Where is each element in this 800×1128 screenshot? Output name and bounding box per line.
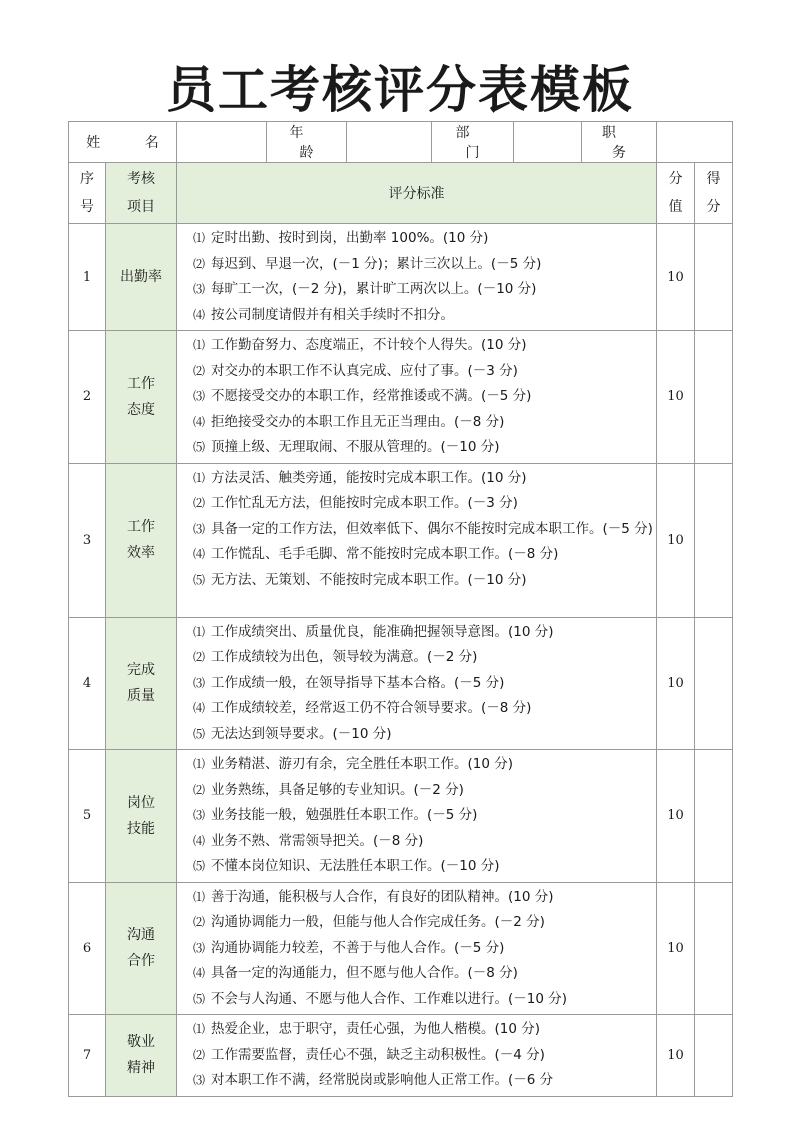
criteria-line	[193, 722, 654, 748]
criteria-number: ⑴	[193, 231, 206, 245]
criteria-number: ⑸	[193, 440, 206, 454]
criteria-number: ⑴	[193, 338, 206, 352]
row-seq: 1	[69, 224, 106, 331]
criteria-text: 工作勤奋努力、态度端正，不计较个人得失。(10 分)	[211, 337, 527, 353]
criteria-line	[193, 778, 654, 804]
row-criteria	[177, 882, 657, 1015]
criteria-text: 业务技能一般，勉强胜任本职工作。(－5 分)	[211, 807, 478, 823]
criteria-line	[193, 671, 654, 697]
criteria-number: ⑷	[193, 701, 206, 715]
criteria-row	[69, 882, 733, 1015]
row-score-got[interactable]	[695, 463, 733, 617]
row-item-line: 出勤率	[120, 269, 162, 285]
criteria-line	[193, 645, 654, 671]
criteria-text: 工作成绩一般，在领导指导下基本合格。(－5 分)	[211, 674, 505, 691]
row-item-line: 岗位	[127, 794, 155, 811]
row-score-value: 10	[657, 224, 695, 331]
criteria-text: 具备一定的沟通能力，但不愿与他人合作。(－8 分)	[211, 965, 518, 981]
criteria-text: 无法达到领导要求。(－10 分)	[211, 725, 392, 742]
row-item	[106, 1015, 177, 1097]
criteria-text: 不会与人沟通、不愿与他人合作、工作难以进行。(－10 分)	[211, 990, 568, 1007]
row-seq: 4	[69, 617, 106, 750]
criteria-row	[69, 224, 733, 331]
criteria-number: ⑷	[193, 414, 206, 429]
header-item: 考核 项目	[106, 163, 177, 224]
row-item	[106, 331, 177, 464]
row-score-got[interactable]	[695, 882, 733, 1015]
name-input-cell[interactable]	[177, 122, 267, 163]
row-item-line: 工作	[127, 375, 155, 392]
criteria-text: 拒绝接受交办的本职工作且无正当理由。(－8 分)	[211, 413, 505, 430]
row-item-line: 完成	[127, 662, 155, 679]
criteria-line	[193, 333, 654, 359]
criteria-line	[193, 303, 654, 329]
position-label: 职 务	[602, 125, 647, 161]
criteria-text: 对交办的本职工作不认真完成、应付了事。(－3 分)	[211, 362, 518, 379]
row-item	[106, 463, 177, 617]
criteria-text: 业务熟练，具备足够的专业知识。(－2 分)	[211, 781, 464, 798]
criteria-line	[193, 752, 654, 778]
criteria-number: ⑶	[193, 675, 206, 690]
criteria-text: 不愿接受交办的本职工作，经常推诿或不满。(－5 分)	[211, 388, 532, 404]
criteria-number: ⑵	[193, 782, 206, 797]
criteria-number: ⑶	[193, 808, 206, 822]
criteria-line	[193, 542, 654, 568]
header-criteria: 评分标准	[177, 163, 657, 224]
page-title: 员工考核评分表模板	[166, 61, 634, 119]
criteria-number: ⑵	[193, 915, 206, 929]
name-label: 姓 名	[86, 135, 179, 151]
row-criteria	[177, 750, 657, 883]
row-criteria	[177, 1015, 657, 1097]
header-score-value: 分 值	[657, 163, 695, 224]
criteria-text: 具备一定的工作方法，但效率低下、偶尔不能按时完成本职工作。(－5 分)	[211, 520, 653, 537]
row-score-got[interactable]	[695, 224, 733, 331]
criteria-number: ⑴	[193, 757, 206, 771]
criteria-line	[193, 491, 654, 517]
age-label-cell	[267, 122, 347, 163]
criteria-number: ⑶	[193, 282, 206, 296]
row-criteria	[177, 617, 657, 750]
criteria-text: 热爱企业，忠于职守，责任心强，为他人楷模。(10 分)	[211, 1021, 541, 1037]
row-item-line: 效率	[127, 545, 155, 561]
row-score-got[interactable]	[695, 750, 733, 883]
criteria-text: 沟通协调能力一般，但能与他人合作完成任务。(－2 分)	[211, 914, 545, 930]
criteria-line	[193, 1017, 654, 1043]
criteria-number: ⑴	[193, 1022, 206, 1036]
criteria-line	[193, 226, 654, 252]
row-seq: 7	[69, 1015, 106, 1097]
criteria-number: ⑶	[193, 940, 206, 955]
row-score-got[interactable]	[695, 1015, 733, 1097]
criteria-text: 定时出勤、按时到岗，出勤率 100%。(10 分)	[211, 230, 489, 246]
row-item-line: 态度	[127, 401, 155, 418]
criteria-line	[193, 987, 654, 1013]
position-input-cell[interactable]	[657, 122, 733, 163]
criteria-line	[193, 1068, 654, 1094]
criteria-text: 善于沟通，能积极与人合作，有良好的团队精神。(10 分)	[211, 888, 554, 905]
row-seq: 5	[69, 750, 106, 883]
evaluation-table	[68, 121, 733, 1097]
row-score-value: 10	[657, 463, 695, 617]
row-score-got[interactable]	[695, 331, 733, 464]
criteria-line	[193, 803, 654, 829]
criteria-text: 对本职工作不满，经常脱岗或影响他人正常工作。(－6 分	[211, 1072, 554, 1088]
criteria-text: 工作成绩突出、质量优良，能准确把握领导意图。(10 分)	[211, 623, 554, 640]
criteria-number: ⑶	[193, 1073, 206, 1087]
criteria-number: ⑷	[193, 833, 206, 848]
row-seq: 2	[69, 331, 106, 464]
criteria-row	[69, 1015, 733, 1097]
criteria-number: ⑶	[193, 521, 206, 536]
criteria-text: 工作忙乱无方法，但能按时完成本职工作。(－3 分)	[211, 495, 518, 511]
criteria-line	[193, 517, 654, 543]
criteria-line	[193, 466, 654, 492]
row-score-value: 10	[657, 331, 695, 464]
criteria-line	[193, 936, 654, 962]
criteria-line	[193, 277, 654, 303]
row-item-line: 合作	[127, 953, 155, 970]
criteria-line	[193, 1043, 654, 1069]
name-label-cell	[69, 122, 177, 163]
row-item	[106, 617, 177, 750]
criteria-number: ⑷	[193, 307, 206, 322]
criteria-rows	[69, 224, 733, 1097]
criteria-row	[69, 750, 733, 883]
criteria-line	[193, 384, 654, 410]
criteria-number: ⑵	[193, 363, 206, 378]
criteria-number: ⑷	[193, 547, 206, 561]
criteria-row	[69, 617, 733, 750]
criteria-number: ⑸	[193, 991, 206, 1006]
criteria-text: 工作成绩较差，经常返工仍不符合领导要求。(－8 分)	[211, 700, 532, 716]
criteria-line	[193, 696, 654, 722]
row-item-line: 敬业	[127, 1034, 155, 1051]
row-item-line: 沟通	[127, 927, 155, 944]
criteria-text: 工作需要监督，责任心不强，缺乏主动积极性。(－4 分)	[211, 1046, 545, 1063]
row-criteria	[177, 463, 657, 617]
criteria-number: ⑵	[193, 1047, 206, 1062]
row-score-value: 10	[657, 1015, 695, 1097]
criteria-number: ⑴	[193, 624, 206, 639]
criteria-number: ⑵	[193, 256, 206, 271]
row-item	[106, 750, 177, 883]
criteria-text: 业务精湛、游刃有余，完全胜任本职工作。(10 分)	[211, 756, 514, 772]
criteria-line	[193, 885, 654, 911]
age-label: 年 龄	[289, 125, 334, 161]
criteria-text: 方法灵活、触类旁通，能按时完成本职工作。(10 分)	[211, 469, 527, 486]
row-item-line: 质量	[127, 688, 155, 705]
criteria-text: 沟通协调能力较差，不善于与他人合作。(－5 分)	[211, 939, 505, 956]
row-score-got[interactable]	[695, 617, 733, 750]
row-score-value: 10	[657, 750, 695, 883]
criteria-number: ⑸	[193, 572, 206, 587]
criteria-number: ⑶	[193, 389, 206, 403]
row-score-value: 10	[657, 882, 695, 1015]
header-row	[69, 163, 733, 224]
criteria-text: 每旷工一次，(－2 分)，累计旷工两次以上。(－10 分)	[211, 281, 537, 297]
info-row	[69, 122, 733, 163]
criteria-row	[69, 463, 733, 617]
position-label-cell	[582, 122, 657, 163]
criteria-line	[193, 568, 654, 594]
criteria-number: ⑵	[193, 650, 206, 664]
criteria-number: ⑷	[193, 966, 206, 980]
criteria-line	[193, 435, 654, 461]
criteria-number: ⑸	[193, 726, 206, 741]
row-item	[106, 882, 177, 1015]
row-seq: 3	[69, 463, 106, 617]
row-item-line: 精神	[127, 1060, 155, 1077]
criteria-text: 不懂本岗位知识、无法胜任本职工作。(－10 分)	[211, 858, 500, 874]
criteria-line	[193, 829, 654, 855]
age-input-cell[interactable]	[347, 122, 432, 163]
criteria-line	[193, 620, 654, 646]
criteria-number: ⑸	[193, 859, 206, 873]
dept-input-cell[interactable]	[514, 122, 582, 163]
criteria-line	[193, 359, 654, 385]
criteria-text: 工作成绩较为出色，领导较为满意。(－2 分)	[211, 649, 478, 665]
row-score-value: 10	[657, 617, 695, 750]
header-seq: 序 号	[69, 163, 106, 224]
criteria-text: 每迟到、早退一次，(－1 分)；累计三次以上。(－5 分)	[211, 255, 542, 272]
row-item-line: 工作	[127, 519, 155, 535]
criteria-row	[69, 331, 733, 464]
criteria-text: 顶撞上级、无理取闹、不服从管理的。(－10 分)	[211, 439, 500, 455]
criteria-line	[193, 252, 654, 278]
criteria-line	[193, 961, 654, 987]
row-item	[106, 224, 177, 331]
row-item-line: 技能	[127, 820, 155, 837]
criteria-line	[193, 854, 654, 880]
criteria-number: ⑴	[193, 889, 206, 904]
row-seq: 6	[69, 882, 106, 1015]
dept-label: 部 门	[455, 125, 500, 161]
criteria-line	[193, 910, 654, 936]
criteria-number: ⑴	[193, 470, 206, 485]
criteria-text: 业务不熟、常需领导把关。(－8 分)	[211, 832, 424, 849]
criteria-line	[193, 410, 654, 436]
dept-label-cell	[432, 122, 514, 163]
criteria-number: ⑵	[193, 496, 206, 510]
row-criteria	[177, 224, 657, 331]
criteria-text: 无方法、无策划、不能按时完成本职工作。(－10 分)	[211, 571, 527, 588]
row-criteria	[177, 331, 657, 464]
criteria-text: 按公司制度请假并有相关手续时不扣分。	[211, 306, 455, 323]
criteria-text: 工作慌乱、毛手毛脚、常不能按时完成本职工作。(－8 分)	[211, 546, 559, 562]
header-score-got: 得 分	[695, 163, 733, 224]
